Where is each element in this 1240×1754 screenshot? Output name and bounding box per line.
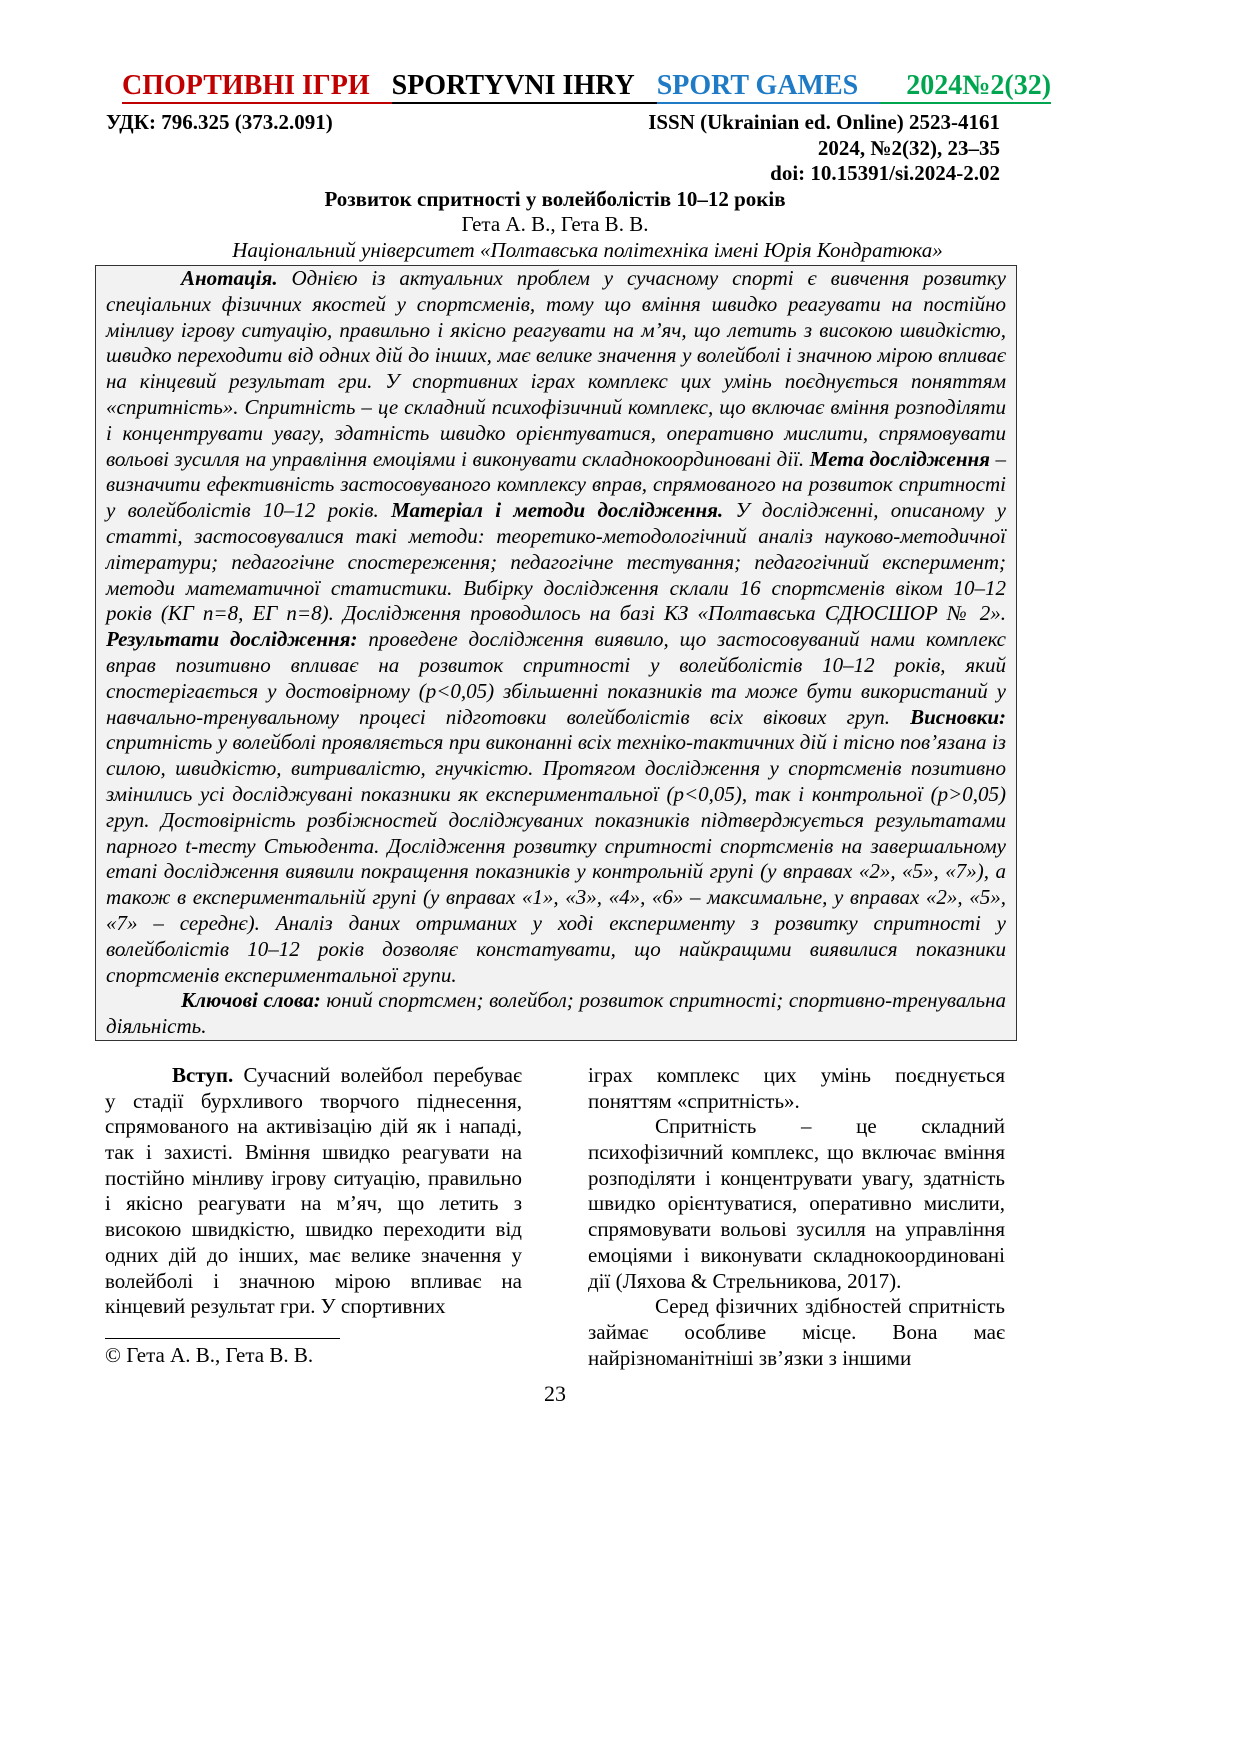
methods-label: Матеріал і методи дослідження. [391,498,724,523]
intro-text: Сучасний волейбол перебуває у стадії бурхливого творчого піднесення, спрямованого на активізацію дій як і нападі, так і захисті. Вміння швидко реагувати на постійно мінливу ігрову ситуацію, правильно і якісно реагувати на м’яч, що летить з високою швидкістю, швидко переходити від одних дій до інших, має велике значення у волейболі і значною мірою впливає на кінцевий результат гри. У спортивних [105,1062,522,1319]
body-columns [105,1063,1005,1371]
meta-right [648,110,1000,187]
journal-name-en: SPORT GAMES [657,70,881,104]
abstract-text-4: проведене дослідження виявило, що застосовуваний нами комплекс вправ позитивно впливає на розвиток спритності у волейболістів 10–12 років, який спостерігається у достовірному (p<0,05) збільшенні показників та може бути використаний у навчально-тренувальному процесі підготовки волейболістів всіх вікових груп. [106,627,1006,729]
abstract-box [95,265,1017,1041]
affiliation: Національний університет «Полтавська політехніка імені Юрія Кондратюка» [232,237,943,262]
copyright-footnote: © Гета А. В., Гета В. В. [105,1342,314,1367]
issn: ISSN (Ukrainian ed. Online) 2523-4161 [648,110,1000,134]
keywords-text: юний спортсмен; волейбол; розвиток спритності; спортивно-тренувальна діяльність. [106,988,1006,1039]
paper-title: Розвиток спритності у волейболістів 10–12 років [324,186,786,211]
conclusions-label: Висновки: [910,704,1006,729]
paragraph: іграх комплекс цих умінь поєднується поняттям «спритність». [588,1062,1005,1113]
page-number: 23 [544,1381,566,1407]
authors: Гета А. В., Гета В. В. [461,212,649,236]
paragraph: Спритність – це складний психофізичний комплекс, що включає вміння розподіляти і концентрувати увагу, здатність швидко орієнтуватися, оперативно мислити, спрямовувати вольові зусилля на управління емоціями і виконувати складнокоординовані дії (Ляхова & Стрельникова, 2017). [588,1114,1005,1293]
abstract-text-5: спритність у волейболі проявляється при виконанні всіх техніко-тактичних дій і тісно пов’язана із силою, швидкістю, витривалістю, гнучкістю. Протягом дослідження у спортсменів позитивно змінились усі досліджувані показники як експериментальної (p<0,05), так і контрольної (p>0,05) груп. Достовірність розбіжностей досліджуваних показників підтверджується результатами парного t-тесту Стьюдента. Дослідження розвитку спритності спортсменів на завершальному етапі дослідження виявили покращення показників у контрольній групі (у вправах «2», «5», «7»), а також в експериментальній групі (у вправах «1», «3», «4», «6» – максимальне, у вправах «2», «5», «7» – середнє). Аналіз даних отриманих у ході експерименту з розвитку спритності у волейболістів 10–12 років дозволяє констатувати, що найкращими виявилися показники спортсменів експериментальної групи. [106,730,1006,987]
journal-issue: 2024№2(32) [880,70,1051,104]
results-label: Результати дослідження: [106,627,358,652]
journal-name-ua: СПОРТИВНІ ІГРИ [122,70,392,104]
keywords [106,988,1006,1040]
aim-label: Мета дослідження [809,446,990,471]
abstract-label: Анотація. [181,266,278,290]
journal-header [122,70,1052,104]
intro-label: Вступ. [172,1062,234,1087]
meta-row [106,110,1000,187]
keywords-label: Ключові слова: [181,988,321,1013]
abstract-text-2: – визначити ефективність застосовуваного комплексу вправ, спрямованого на розвиток спритності у волейболістів 10–12 років. [106,446,1007,523]
udk: УДК: 796.325 (373.2.091) [106,110,333,134]
footnote-divider [105,1338,340,1339]
paragraph: Серед фізичних здібностей спритність займає особливе місце. Вона має найрізноманітніші зв’язки з іншими [588,1294,1005,1370]
abstract-text-3: У дослідженні, описаному у статті, застосовувалися такі методи: теоретико-методологічний аналіз науково-методичної літератури; педагогічне спостереження; педагогічне тестування; педагогічний експеримент; методи математичної статистики. Вибірку дослідження склали 16 спортсменів віком 10–12 років (КГ n=8, ЕГ n=8). Дослідження проводилось на базі КЗ «Полтавська СДЮСШОР № 2». [106,498,1007,626]
abstract-text-1: Однією із актуальних проблем у сучасному спорті є вивчення розвитку спеціальних фізичних якостей у спортсменів, тому що вміння швидко реагувати на постійно мінливу ігрову ситуацію, правильно і якісно реагувати на м’яч, що летить з високою швидкістю, швидко переходити від одних дій до інших, має велике значення у волейболі і значною мірою впливає на кінцевий результат гри. У спортивних іграх комплекс цих умінь поєднується поняттям «спритність». Спритність – це складний психофізичний комплекс, що включає вміння розподіляти і концентрувати увагу, здатність швидко орієнтуватися, оперативно мислити, спрямовувати вольові зусилля на управління емоціями і виконувати складнокоординовані дії. [106,266,1006,471]
abstract-text [106,266,1006,988]
issue-pages: 2024, №2(32), 23–35 [817,135,1000,160]
intro-paragraph [105,1063,522,1320]
right-column [588,1063,1005,1371]
journal-name-translit: SPORTYVNI IHRY [392,70,657,104]
doi: doi: 10.15391/si.2024-2.02 [770,161,1000,185]
left-column [105,1063,522,1369]
